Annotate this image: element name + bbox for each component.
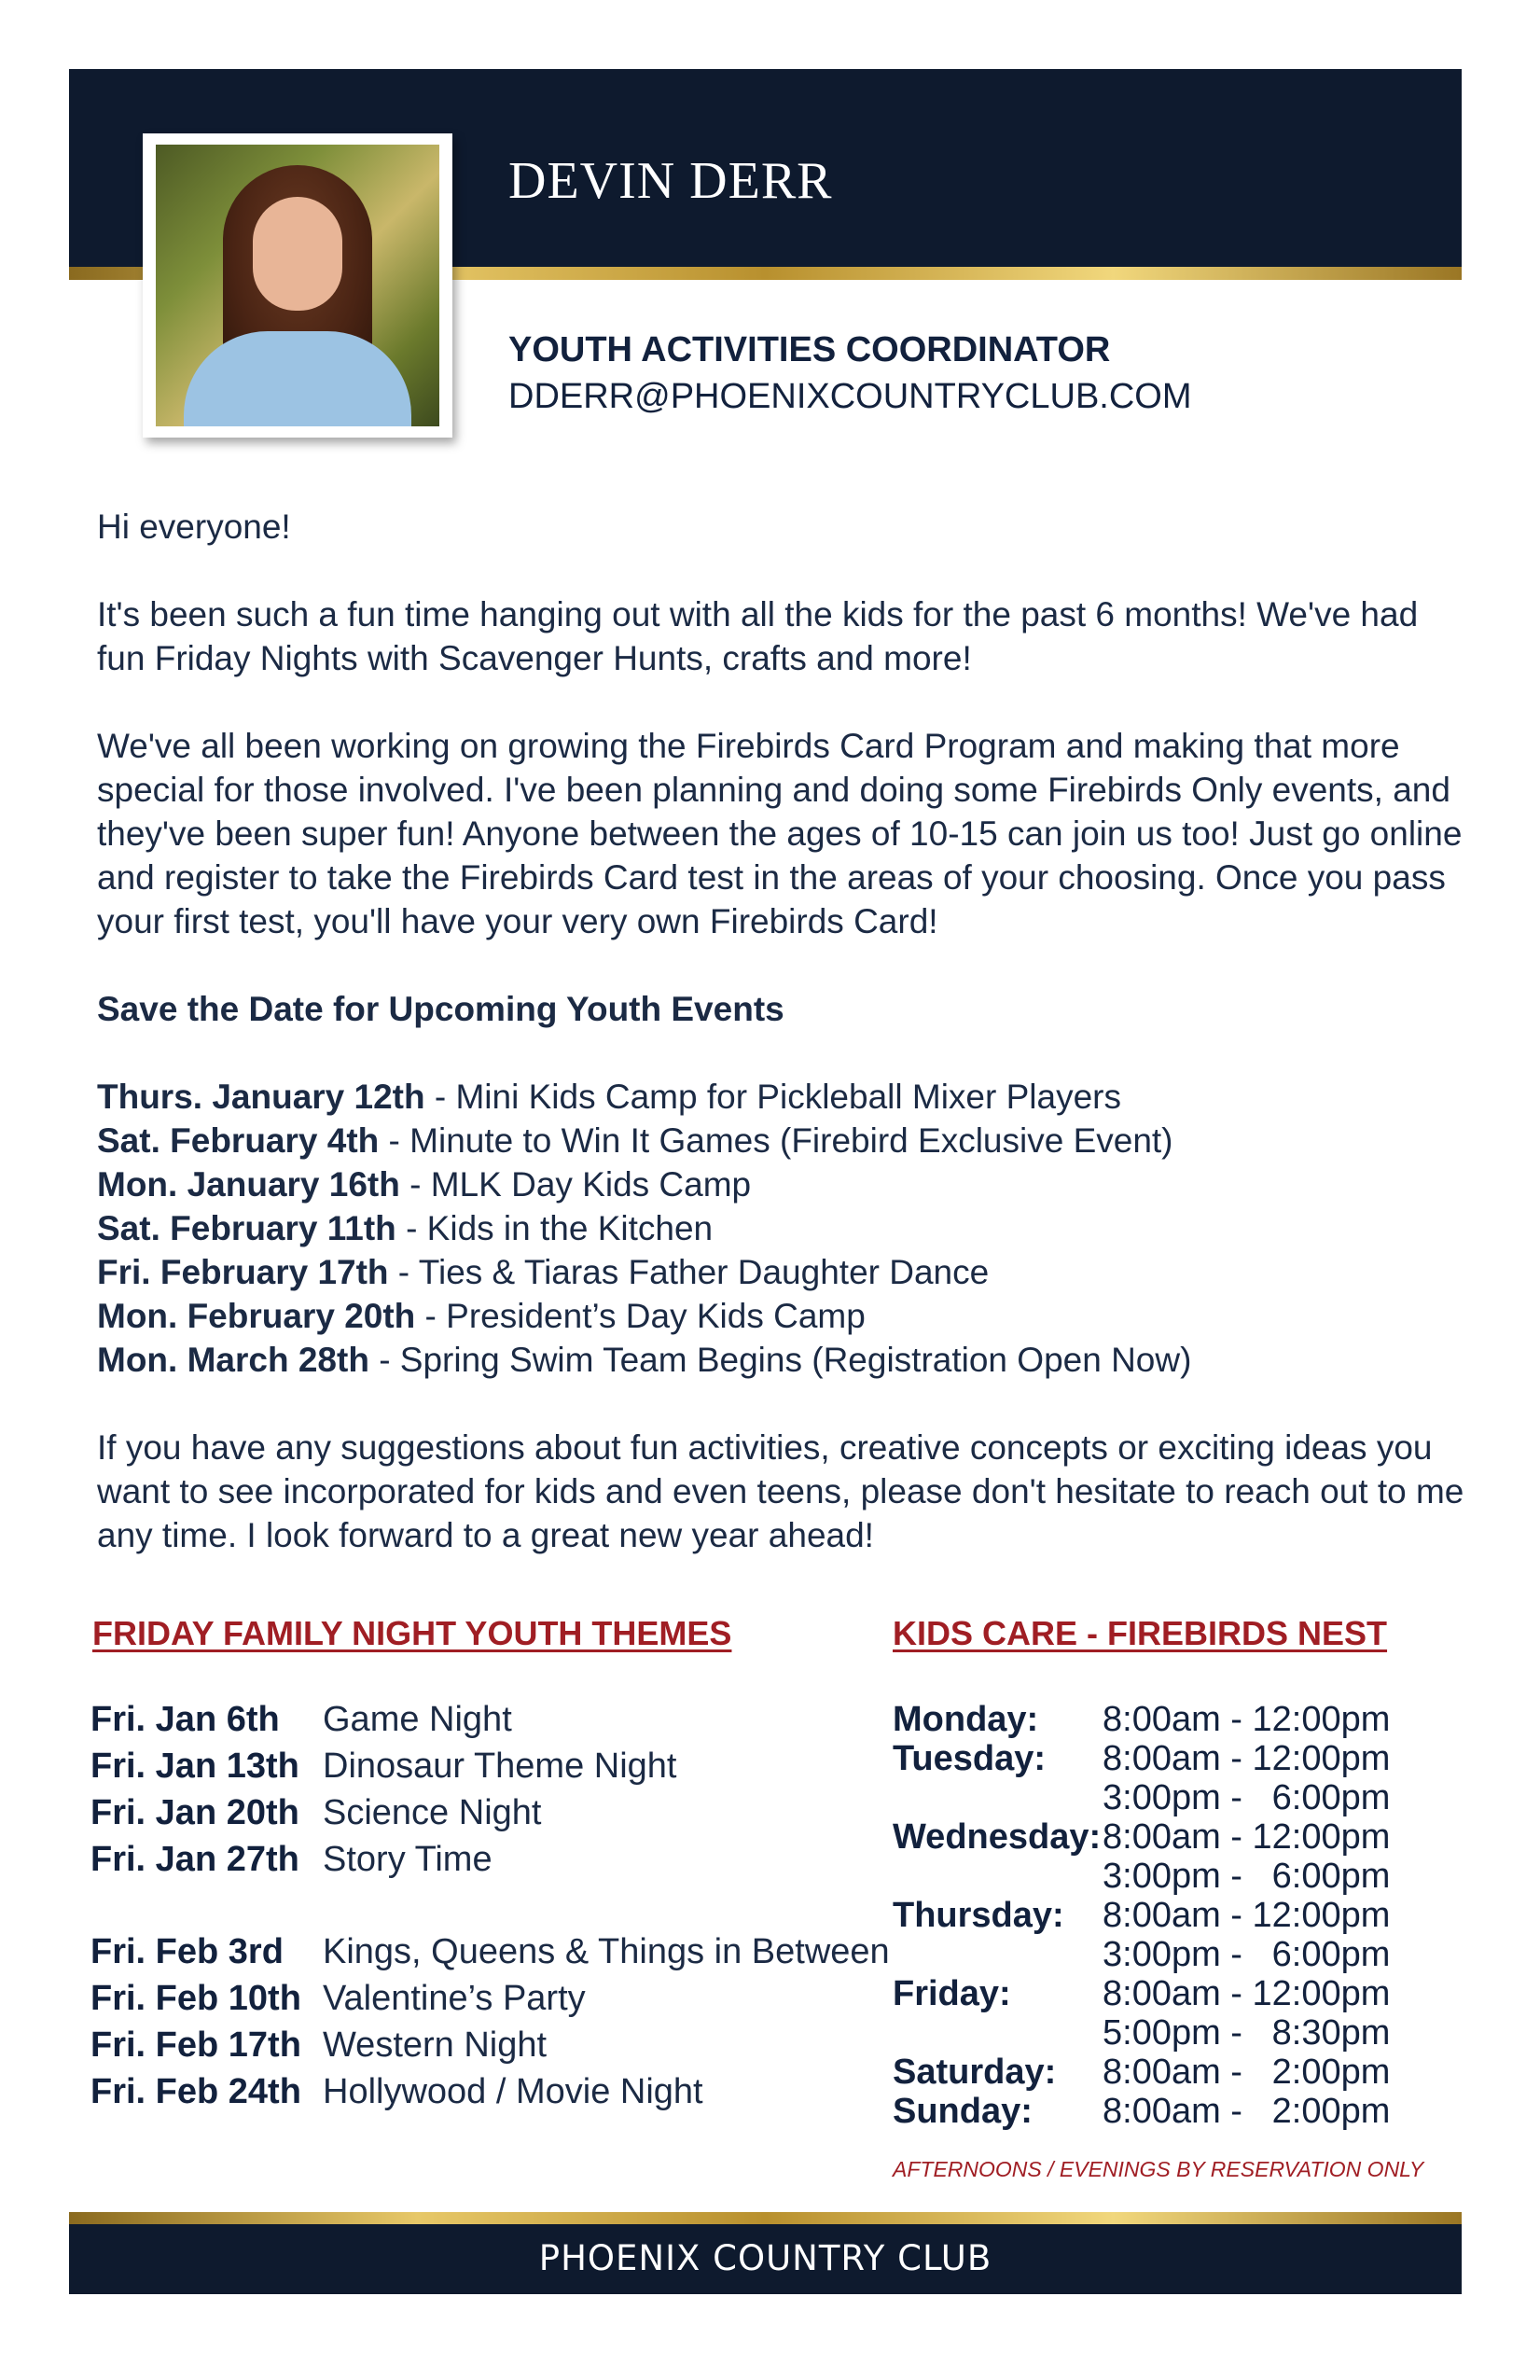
email-address[interactable]: DDERR@PHOENIXCOUNTRYCLUB.COM <box>508 377 1192 416</box>
schedule-day: Wednesday: <box>893 1817 1102 1857</box>
event-description: - Kids in the Kitchen <box>395 1209 714 1247</box>
event-row <box>97 1338 1468 1382</box>
event-date: Sat. February 11th <box>97 1209 396 1247</box>
event-row <box>97 1294 1468 1338</box>
firebirds-paragraph: We've all been working on growing the Firebirds Card Program and making that more special for those involved. I've been planning and doing some Firebirds Only events, and they've been super fun! Anyone between the ages of 10-15 can join us too! Just go online and register to take the Firebirds Card test in the areas of your choosing. Once you pass your first test, you'll have your very own Firebirds Card! <box>97 727 1463 940</box>
event-description: - Mini Kids Camp for Pickleball Mixer Players <box>424 1078 1121 1116</box>
schedule-time: 8:00am - 2:00pm <box>1103 2092 1391 2131</box>
letter-body <box>97 505 1468 1601</box>
event-date: Mon. March 28th <box>97 1341 369 1379</box>
event-row <box>97 1162 1468 1206</box>
schedule-day: Monday: <box>893 1700 1039 1739</box>
events-list <box>97 1075 1468 1382</box>
event-row <box>97 1119 1468 1162</box>
footer-bar <box>69 2224 1462 2294</box>
event-description: - President’s Day Kids Camp <box>415 1297 866 1335</box>
schedule-time: 8:00am - 12:00pm <box>1103 1896 1391 1935</box>
event-date: Mon. February 20th <box>97 1297 416 1335</box>
theme-date: Fri. Jan 27th <box>90 1840 299 1879</box>
theme-name: Kings, Queens & Things in Between <box>323 1932 890 1971</box>
profile-photo-frame <box>143 133 452 438</box>
event-date: Sat. February 4th <box>97 1121 380 1160</box>
event-row <box>97 1206 1468 1250</box>
gold-divider-bottom <box>69 2212 1462 2224</box>
event-row <box>97 1250 1468 1294</box>
schedule-day: Friday: <box>893 1974 1011 2013</box>
theme-date: Fri. Feb 10th <box>90 1979 301 2018</box>
theme-name: Story Time <box>323 1840 493 1879</box>
theme-name: Hollywood / Movie Night <box>323 2072 703 2111</box>
coordinator-name: DEVIN DERR <box>508 152 833 210</box>
theme-date: Fri. Feb 24th <box>90 2072 301 2111</box>
club-name: PHOENIX COUNTRY CLUB <box>538 2238 992 2278</box>
schedule-day: Sunday: <box>893 2092 1033 2131</box>
schedule-day: Thursday: <box>893 1896 1064 1935</box>
theme-date: Fri. Feb 17th <box>90 2025 301 2065</box>
theme-date: Fri. Jan 20th <box>90 1793 299 1832</box>
schedule-day: Saturday: <box>893 2053 1057 2092</box>
theme-name: Dinosaur Theme Night <box>323 1747 677 1786</box>
theme-date: Fri. Jan 13th <box>90 1747 299 1786</box>
schedule-time: 8:00am - 12:00pm <box>1103 1817 1391 1857</box>
photo-face <box>253 197 342 311</box>
theme-name: Game Night <box>323 1700 512 1739</box>
schedule-time: 3:00pm - 6:00pm <box>1103 1935 1391 1974</box>
theme-name: Western Night <box>323 2025 548 2065</box>
event-description: - Spring Swim Team Begins (Registration Open Now) <box>368 1341 1192 1379</box>
kids-care-heading: KIDS CARE - FIREBIRDS NEST <box>893 1614 1388 1652</box>
theme-name: Valentine’s Party <box>323 1979 586 2018</box>
schedule-time: 8:00am - 12:00pm <box>1103 1974 1391 2013</box>
schedule-time: 8:00am - 12:00pm <box>1103 1739 1391 1778</box>
greeting: Hi everyone! <box>97 508 291 546</box>
profile-photo <box>156 145 439 426</box>
schedule-time: 8:00am - 2:00pm <box>1103 2053 1391 2092</box>
schedule-time: 3:00pm - 6:00pm <box>1103 1857 1391 1896</box>
closing-paragraph: If you have any suggestions about fun activities, creative concepts or exciting ideas you want to see incorporated for kids and even teens, please don't hesitate to reach out to me any time. I look forward to a great new year ahead! <box>97 1428 1464 1554</box>
schedule-time: 3:00pm - 6:00pm <box>1103 1778 1391 1817</box>
event-row <box>97 1075 1468 1119</box>
photo-shirt <box>184 331 411 426</box>
event-date: Thurs. January 12th <box>97 1078 425 1116</box>
schedule-time: 5:00pm - 8:30pm <box>1103 2013 1391 2053</box>
theme-date: Fri. Feb 3rd <box>90 1932 284 1971</box>
event-date: Mon. January 16th <box>97 1165 400 1204</box>
event-description: - Ties & Tiaras Father Daughter Dance <box>388 1253 990 1291</box>
theme-date: Fri. Jan 6th <box>90 1700 280 1739</box>
events-heading: Save the Date for Upcoming Youth Events <box>97 990 784 1028</box>
schedule-time: 8:00am - 12:00pm <box>1103 1700 1391 1739</box>
event-description: - Minute to Win It Games (Firebird Exclusive Event) <box>379 1121 1173 1160</box>
intro-paragraph: It's been such a fun time hanging out with all the kids for the past 6 months! We've had fun Friday Nights with Scavenger Hunts, crafts and more! <box>97 595 1419 677</box>
event-date: Fri. February 17th <box>97 1253 389 1291</box>
youth-themes-heading: FRIDAY FAMILY NIGHT YOUTH THEMES <box>92 1614 732 1652</box>
schedule-day: Tuesday: <box>893 1739 1047 1778</box>
event-description: - MLK Day Kids Camp <box>399 1165 752 1204</box>
theme-name: Science Night <box>323 1793 542 1832</box>
job-title: YOUTH ACTIVITIES COORDINATOR <box>508 330 1111 369</box>
reservation-note: AFTERNOONS / EVENINGS BY RESERVATION ONLY <box>893 2157 1424 2181</box>
